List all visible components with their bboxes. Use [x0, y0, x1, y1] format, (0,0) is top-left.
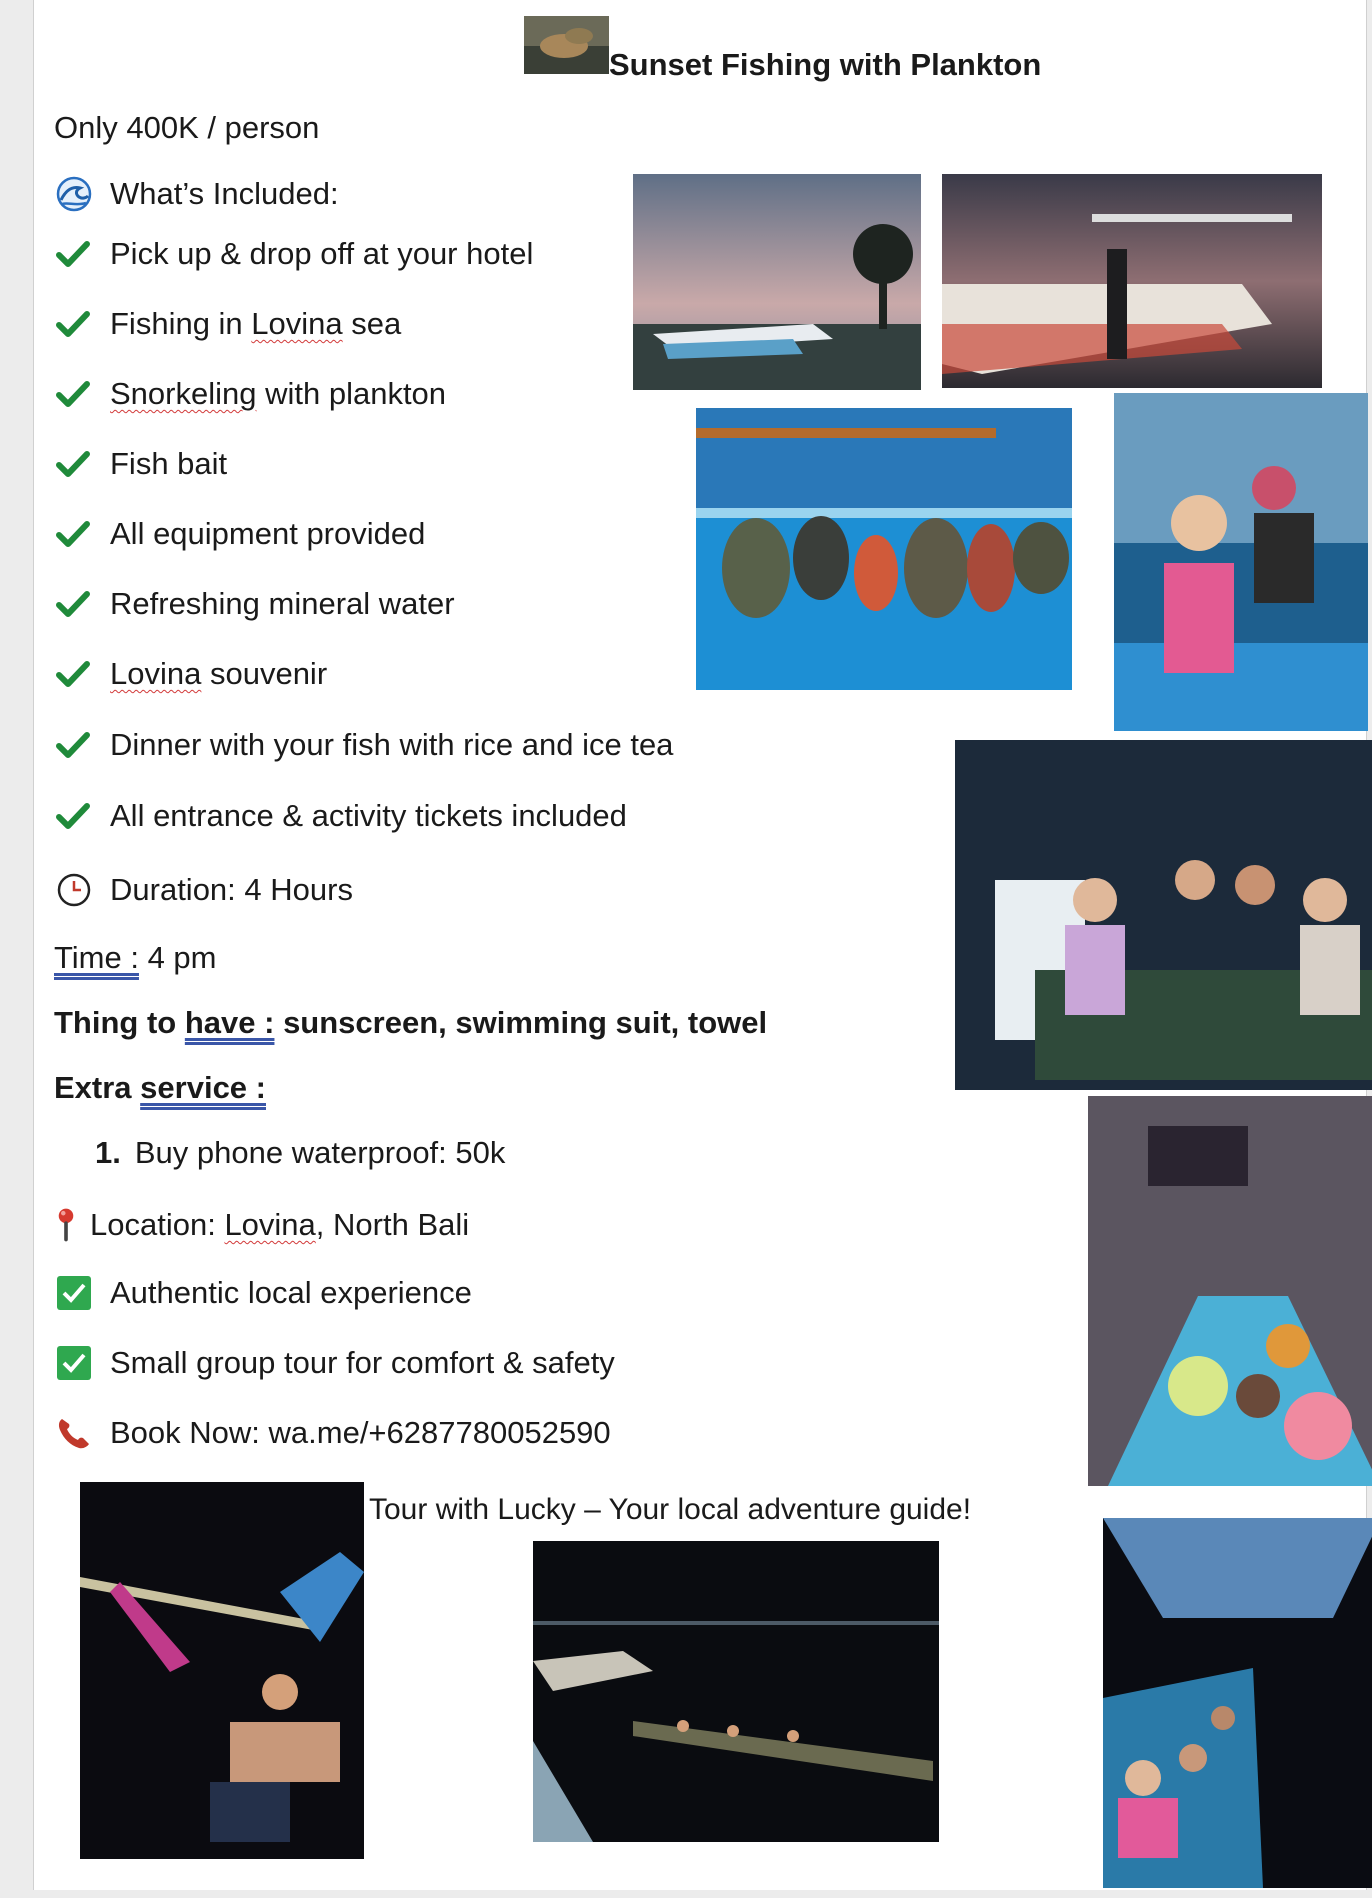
- feature-text: Small group tour for comfort & safety: [110, 1345, 615, 1380]
- check-icon: [56, 587, 90, 621]
- included-item: Snorkeling with plankton: [56, 376, 446, 412]
- included-heading: What’s Included:: [56, 176, 339, 212]
- check-icon: [56, 728, 90, 762]
- things-line: Thing to have : sunscreen, swimming suit, towel: [54, 1005, 768, 1040]
- price-text: Only 400K / person: [54, 110, 320, 145]
- tagline: Tour with Lucky – Your local adventure guide!: [369, 1493, 972, 1526]
- extra-list-item: [95, 1135, 505, 1171]
- checkbox-icon: [56, 1275, 92, 1311]
- photo-boat-guide: [942, 174, 1322, 388]
- phone-icon: [56, 1415, 92, 1451]
- photo-boats-sunset: [633, 174, 921, 390]
- check-icon: [56, 447, 90, 481]
- duration-text: Duration: 4 Hours: [110, 872, 353, 907]
- booking-line: [56, 1415, 611, 1451]
- photo-night-swim-2: [533, 1541, 939, 1842]
- feature-item: [56, 1345, 615, 1381]
- document-page: [33, 0, 1367, 1890]
- extra-heading: Extra service :: [54, 1070, 266, 1105]
- pin-icon: [56, 1205, 76, 1245]
- check-icon: [56, 307, 90, 341]
- feature-text: Authentic local experience: [110, 1275, 472, 1310]
- check-icon: [56, 657, 90, 691]
- time-line: [54, 940, 217, 976]
- included-item: Dinner with your fish with rice and ice tea: [56, 727, 673, 763]
- clock-icon: [56, 872, 92, 908]
- extra-item-text: Buy phone waterproof: 50k: [134, 1135, 506, 1170]
- included-item: All equipment provided: [56, 516, 425, 552]
- wave-icon: [56, 176, 92, 212]
- photo-happy-guests: [1114, 393, 1368, 731]
- check-icon: [56, 377, 90, 411]
- feature-item: [56, 1275, 472, 1311]
- photo-boat-night-group: [1103, 1518, 1372, 1888]
- included-item: Refreshing mineral water: [56, 586, 455, 622]
- included-item: Lovina souvenir: [56, 656, 327, 692]
- list-number: 1.: [95, 1135, 121, 1170]
- photo-fish-catch: [696, 408, 1072, 690]
- check-icon: [56, 237, 90, 271]
- time-label: Time :: [54, 940, 139, 975]
- included-item: Pick up & drop off at your hotel: [56, 236, 533, 272]
- check-icon: [56, 517, 90, 551]
- photo-restaurant-table: [1088, 1096, 1372, 1486]
- booking-text[interactable]: Book Now: wa.me/+6287780052590: [110, 1415, 611, 1450]
- title-thumbnail: [524, 16, 609, 74]
- included-item: Fishing in Lovina sea: [56, 306, 401, 342]
- page-title: Sunset Fishing with Plankton: [609, 47, 1042, 82]
- location-line: Location: Lovina , North Bali: [56, 1205, 469, 1245]
- checkbox-icon: [56, 1345, 92, 1381]
- photo-dinner-group: [955, 740, 1372, 1090]
- included-item: Fish bait: [56, 446, 227, 482]
- time-value: 4 pm: [138, 940, 217, 975]
- check-icon: [56, 799, 90, 833]
- included-item: All entrance & activity tickets included: [56, 798, 627, 834]
- photo-night-swim-1: [80, 1482, 364, 1859]
- duration-line: [56, 872, 353, 908]
